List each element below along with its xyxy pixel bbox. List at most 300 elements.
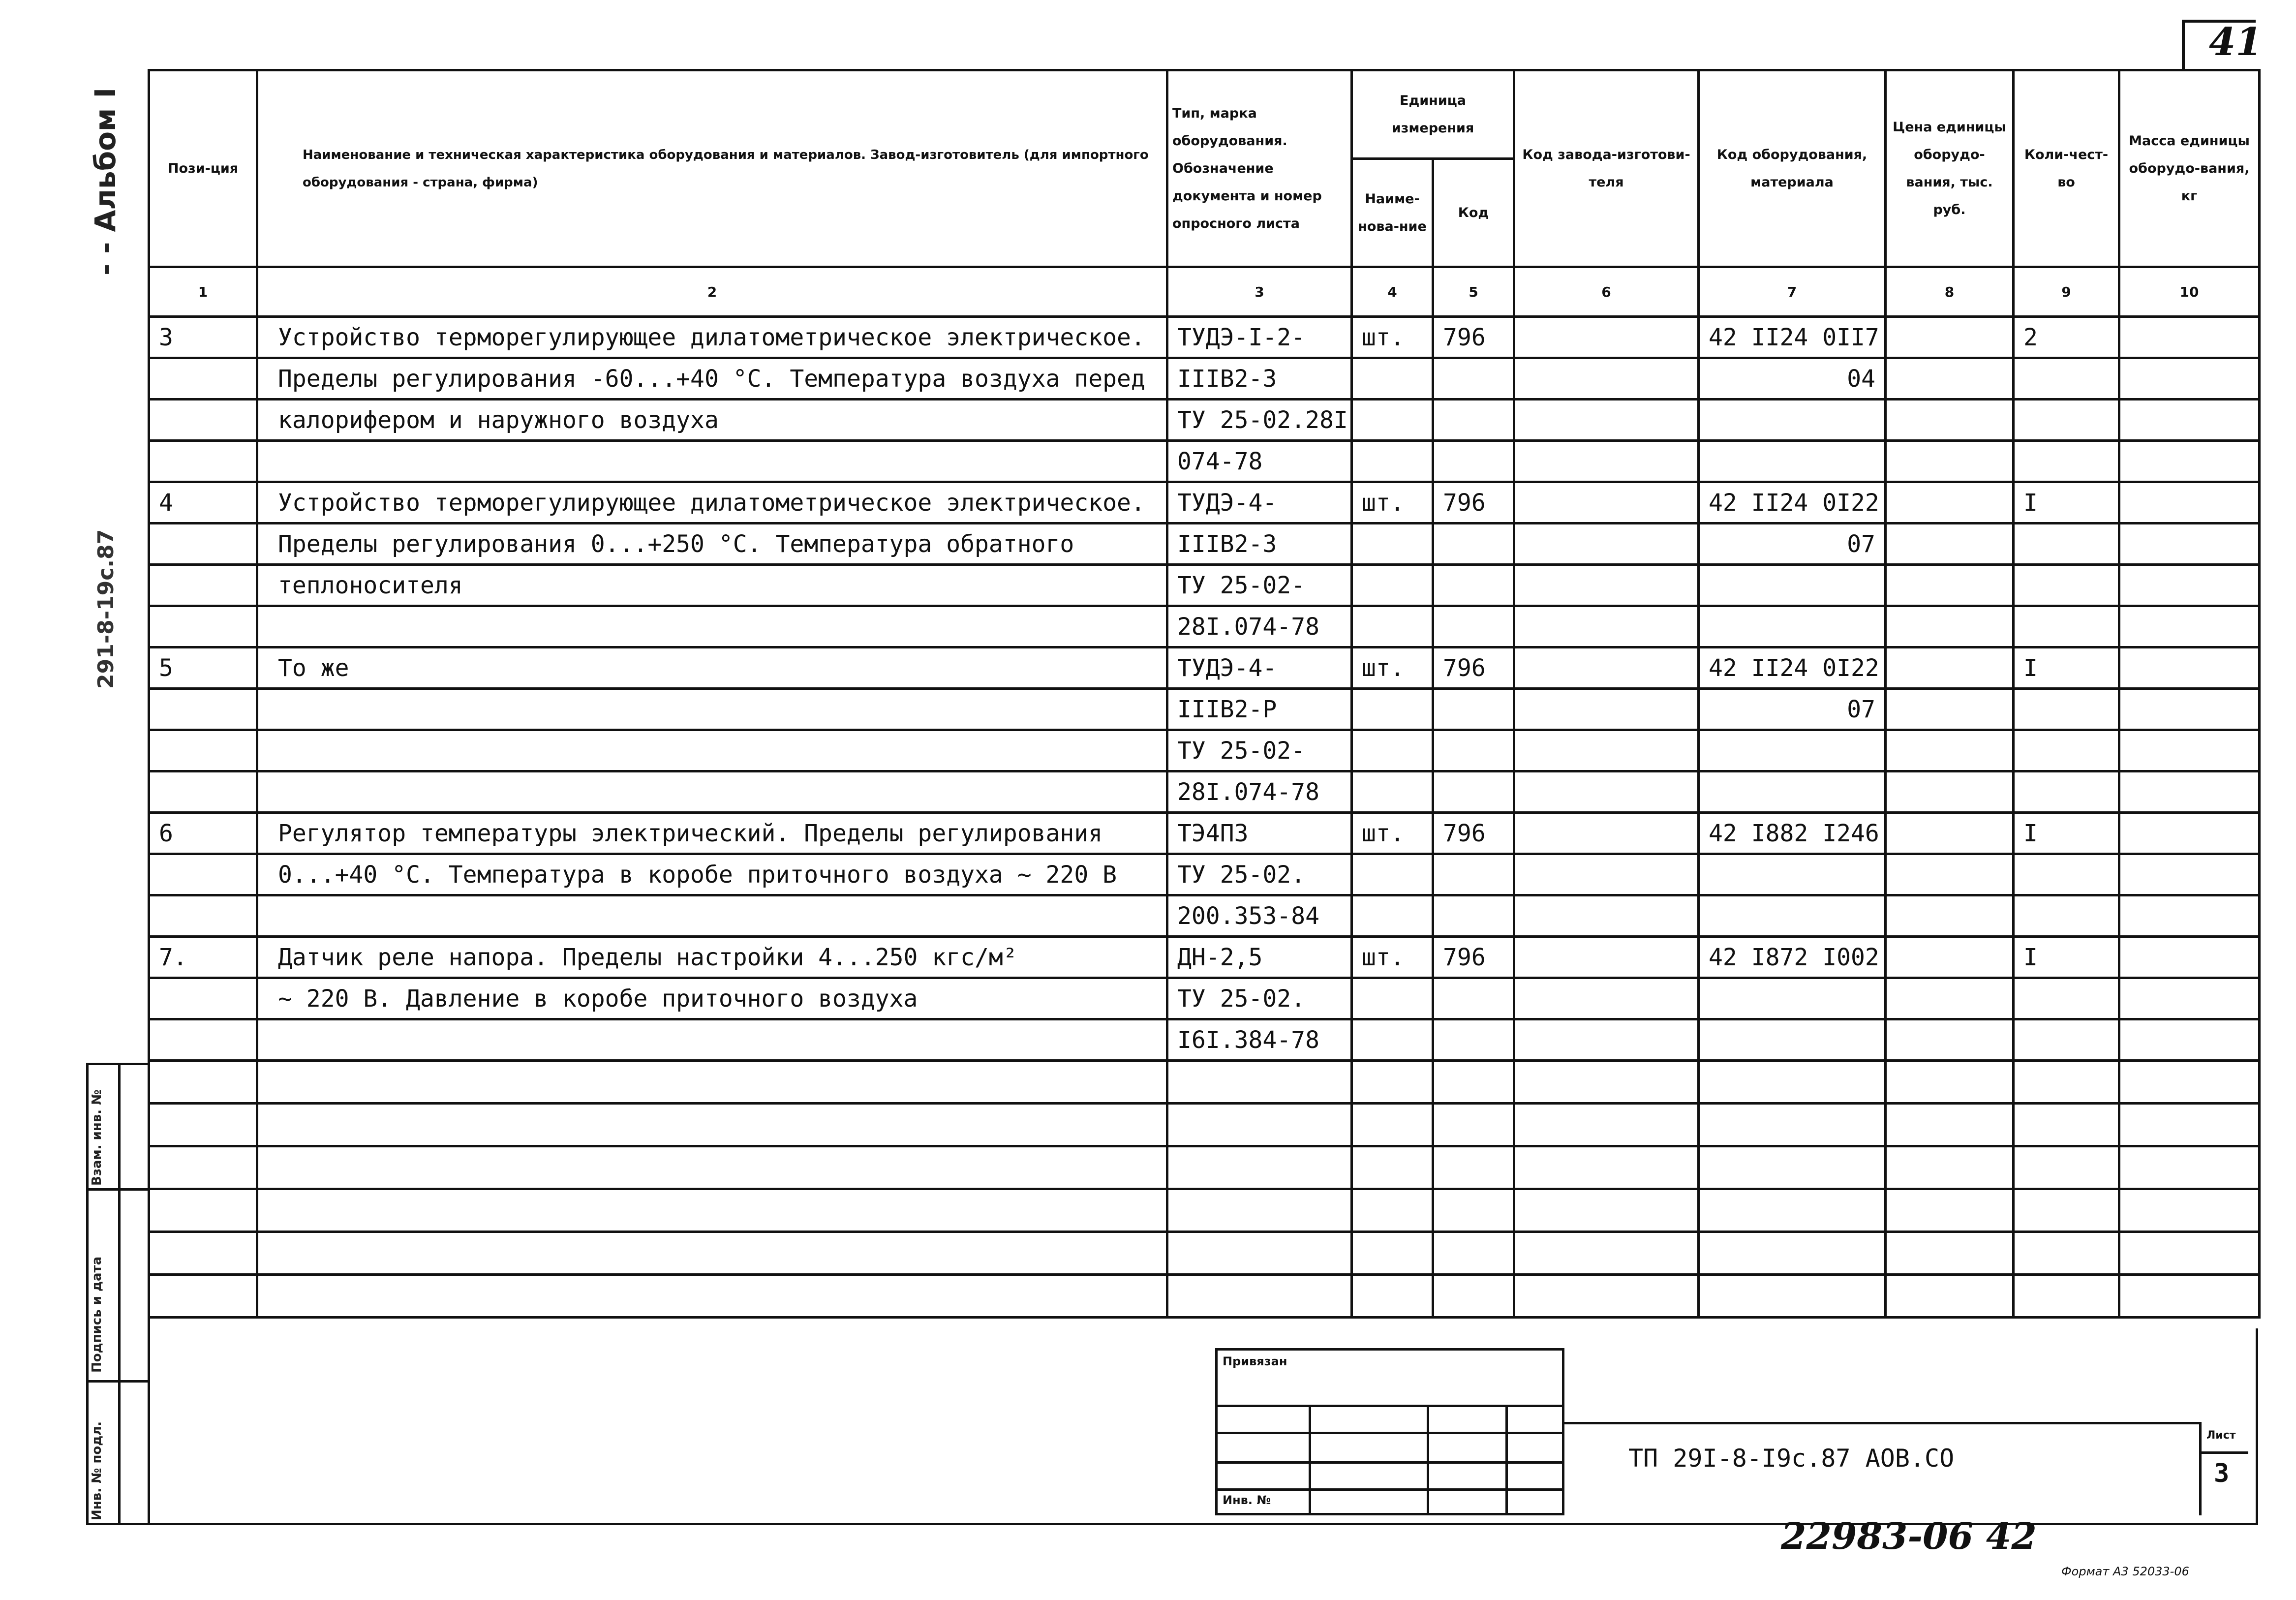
cell-qty <box>2014 606 2119 647</box>
cell-unit-code <box>1433 978 1514 1019</box>
cell-price <box>1886 730 2014 771</box>
header-unit-group: Единица измерения <box>1352 70 1514 159</box>
empty-cell <box>1167 1061 1352 1104</box>
empty-cell <box>2119 1104 2260 1146</box>
cell-name <box>257 895 1167 937</box>
cell-unit-code <box>1433 730 1514 771</box>
cell-price <box>1886 854 2014 895</box>
project-code-label: 291-8-19с.87 <box>93 529 119 689</box>
cell-type: ТУДЭ-I-2- <box>1167 317 1352 358</box>
cell-type: 200.353-84 <box>1167 895 1352 937</box>
cell-name: Пределы регулирования -60...+40 °С. Температура воздуха перед <box>257 358 1167 400</box>
cell-plant-code <box>1514 523 1699 565</box>
table-row <box>149 441 2260 482</box>
cell-equip-code: 04 <box>1699 358 1886 400</box>
cell-unit <box>1352 523 1433 565</box>
cell-equip-code <box>1699 400 1886 441</box>
cell-plant-code <box>1514 854 1699 895</box>
cell-unit-code <box>1433 854 1514 895</box>
empty-cell <box>1886 1232 2014 1275</box>
cell-equip-code: 07 <box>1699 523 1886 565</box>
empty-row <box>149 1061 2260 1104</box>
col-number: 5 <box>1433 267 1514 317</box>
table-row <box>149 400 2260 441</box>
table-row <box>149 358 2260 400</box>
header-unit-name: Наиме-нова-ние <box>1352 159 1433 267</box>
cell-unit-code: 796 <box>1433 647 1514 689</box>
cell-unit-code <box>1433 771 1514 813</box>
cell-unit: шт. <box>1352 482 1433 523</box>
cell-type: ТУ 25-02- <box>1167 730 1352 771</box>
empty-cell <box>1699 1232 1886 1275</box>
cell-unit <box>1352 441 1433 482</box>
cell-equip-code <box>1699 895 1886 937</box>
empty-row <box>149 1232 2260 1275</box>
cell-qty <box>2014 895 2119 937</box>
cell-price <box>1886 441 2014 482</box>
cell-unit-code <box>1433 895 1514 937</box>
cell-type: IIIВ2-3 <box>1167 358 1352 400</box>
cell-price <box>1886 606 2014 647</box>
cell-position <box>149 978 257 1019</box>
cell-position <box>149 689 257 730</box>
table-row <box>149 895 2260 937</box>
cell-type: ДН-2,5 <box>1167 937 1352 978</box>
empty-cell <box>1167 1146 1352 1189</box>
format-label: Формат А3 52033-06 <box>2061 1565 2189 1578</box>
empty-cell <box>2014 1061 2119 1104</box>
cell-unit-code <box>1433 358 1514 400</box>
cell-type: ТУ 25-02.28I <box>1167 400 1352 441</box>
cell-qty <box>2014 689 2119 730</box>
header-type: Тип, марка оборудования. Обозначение документа и номер опросного листа <box>1167 70 1352 267</box>
col-number: 1 <box>149 267 257 317</box>
cell-mass <box>2119 606 2260 647</box>
cell-unit-code <box>1433 523 1514 565</box>
empty-row <box>149 1275 2260 1318</box>
cell-mass <box>2119 771 2260 813</box>
table-row <box>149 937 2260 978</box>
cell-position: 3 <box>149 317 257 358</box>
cell-plant-code <box>1514 317 1699 358</box>
cell-price <box>1886 482 2014 523</box>
cell-mass <box>2119 400 2260 441</box>
cell-type: ТУ 25-02- <box>1167 565 1352 606</box>
cell-position <box>149 854 257 895</box>
cell-price <box>1886 400 2014 441</box>
empty-cell <box>1352 1189 1433 1232</box>
cell-mass <box>2119 358 2260 400</box>
cell-type: 074-78 <box>1167 441 1352 482</box>
col-number: 10 <box>2119 267 2260 317</box>
cell-qty <box>2014 441 2119 482</box>
cell-equip-code <box>1699 1019 1886 1061</box>
empty-cell <box>1886 1104 2014 1146</box>
empty-cell <box>1167 1189 1352 1232</box>
cell-mass <box>2119 647 2260 689</box>
album-label: - - Альбом I <box>89 87 122 276</box>
cell-price <box>1886 813 2014 854</box>
empty-cell <box>1167 1275 1352 1318</box>
empty-cell <box>2014 1189 2119 1232</box>
cell-price <box>1886 771 2014 813</box>
cell-qty <box>2014 400 2119 441</box>
cell-unit <box>1352 400 1433 441</box>
empty-cell <box>1514 1275 1699 1318</box>
cell-price <box>1886 1019 2014 1061</box>
cell-name <box>257 441 1167 482</box>
empty-cell <box>1352 1061 1433 1104</box>
cell-name <box>257 606 1167 647</box>
cell-mass <box>2119 895 2260 937</box>
empty-cell <box>1886 1275 2014 1318</box>
cell-name: Пределы регулирования 0...+250 °С. Температура обратного <box>257 523 1167 565</box>
table-row <box>149 1019 2260 1061</box>
empty-cell <box>257 1189 1167 1232</box>
cell-type: 28I.074-78 <box>1167 771 1352 813</box>
cell-name: Регулятор температуры электрический. Пределы регулирования <box>257 813 1167 854</box>
cell-type: ТУ 25-02. <box>1167 854 1352 895</box>
cell-plant-code <box>1514 1019 1699 1061</box>
empty-cell <box>1352 1104 1433 1146</box>
empty-cell <box>1886 1189 2014 1232</box>
cell-type: IIIВ2-3 <box>1167 523 1352 565</box>
col-number: 9 <box>2014 267 2119 317</box>
empty-cell <box>149 1275 257 1318</box>
cell-qty: 2 <box>2014 317 2119 358</box>
empty-cell <box>2119 1275 2260 1318</box>
cell-unit <box>1352 854 1433 895</box>
cell-position <box>149 771 257 813</box>
empty-cell <box>2014 1275 2119 1318</box>
binding-stamp <box>1215 1348 1564 1515</box>
table-row <box>149 317 2260 358</box>
cell-qty <box>2014 565 2119 606</box>
cell-plant-code <box>1514 937 1699 978</box>
bound-label: Привязан <box>1223 1354 1287 1368</box>
table-row <box>149 813 2260 854</box>
cell-unit: шт. <box>1352 813 1433 854</box>
cell-mass <box>2119 441 2260 482</box>
empty-cell <box>149 1189 257 1232</box>
empty-cell <box>1514 1146 1699 1189</box>
empty-cell <box>1514 1104 1699 1146</box>
empty-cell <box>1433 1189 1514 1232</box>
cell-mass <box>2119 482 2260 523</box>
cell-position <box>149 441 257 482</box>
header-unit-code: Код <box>1433 159 1514 267</box>
cell-name: 0...+40 °С. Температура в коробе приточного воздуха ~ 220 В <box>257 854 1167 895</box>
cell-unit-code: 796 <box>1433 813 1514 854</box>
document-code: ТП 29I-8-I9с.87 АОВ.СО <box>1628 1444 1955 1473</box>
cell-name <box>257 689 1167 730</box>
cell-qty <box>2014 1019 2119 1061</box>
empty-cell <box>1886 1061 2014 1104</box>
cell-plant-code <box>1514 647 1699 689</box>
cell-mass <box>2119 813 2260 854</box>
cell-mass <box>2119 689 2260 730</box>
empty-cell <box>1167 1104 1352 1146</box>
cell-unit <box>1352 358 1433 400</box>
empty-cell <box>1433 1232 1514 1275</box>
cell-equip-code <box>1699 771 1886 813</box>
header-price: Цена единицы оборудо-вания, тыс. руб. <box>1886 70 2014 267</box>
cell-qty: I <box>2014 937 2119 978</box>
cell-plant-code <box>1514 565 1699 606</box>
cell-unit-code <box>1433 441 1514 482</box>
col-number: 7 <box>1699 267 1886 317</box>
empty-cell <box>1699 1275 1886 1318</box>
cell-price <box>1886 647 2014 689</box>
cell-name: калорифером и наружного воздуха <box>257 400 1167 441</box>
sign-date-label: Подпись и дата <box>90 1256 104 1373</box>
table-row <box>149 523 2260 565</box>
cell-qty <box>2014 730 2119 771</box>
cell-name: Устройство терморегулирующее дилатометрическое электрическое. <box>257 317 1167 358</box>
inv-orig-label: Инв. № подл. <box>90 1421 104 1520</box>
empty-cell <box>2014 1104 2119 1146</box>
cell-unit <box>1352 1019 1433 1061</box>
cell-unit-code <box>1433 400 1514 441</box>
cell-unit <box>1352 565 1433 606</box>
cell-equip-code: 42 II24 0II7 <box>1699 317 1886 358</box>
empty-cell <box>257 1232 1167 1275</box>
cell-unit-code: 796 <box>1433 317 1514 358</box>
cell-position <box>149 1019 257 1061</box>
cell-position: 5 <box>149 647 257 689</box>
cell-type: ТЭ4П3 <box>1167 813 1352 854</box>
header-equip-code: Код оборудования, материала <box>1699 70 1886 267</box>
empty-cell <box>1352 1275 1433 1318</box>
cell-mass <box>2119 978 2260 1019</box>
cell-position <box>149 895 257 937</box>
cell-plant-code <box>1514 730 1699 771</box>
empty-cell <box>257 1104 1167 1146</box>
cell-unit-code <box>1433 689 1514 730</box>
cell-plant-code <box>1514 978 1699 1019</box>
cell-plant-code <box>1514 771 1699 813</box>
cell-unit-code <box>1433 565 1514 606</box>
cell-equip-code: 42 II24 0I22 <box>1699 647 1886 689</box>
cell-qty <box>2014 854 2119 895</box>
cell-type: ТУДЭ-4- <box>1167 647 1352 689</box>
empty-cell <box>1514 1232 1699 1275</box>
table-row <box>149 978 2260 1019</box>
cell-qty: I <box>2014 647 2119 689</box>
cell-name: Датчик реле напора. Пределы настройки 4...250 кгс/м² <box>257 937 1167 978</box>
cell-mass <box>2119 317 2260 358</box>
cell-name <box>257 1019 1167 1061</box>
empty-cell <box>149 1146 257 1189</box>
cell-position <box>149 400 257 441</box>
cell-unit-code <box>1433 606 1514 647</box>
empty-cell <box>1699 1061 1886 1104</box>
cell-price <box>1886 689 2014 730</box>
page-number-handwritten: 41 <box>2209 20 2263 64</box>
cell-mass <box>2119 937 2260 978</box>
table-row <box>149 606 2260 647</box>
cell-unit-code <box>1433 1019 1514 1061</box>
archive-number: 22983-06 42 <box>1781 1515 2037 1558</box>
cell-type: I6I.384-78 <box>1167 1019 1352 1061</box>
cell-plant-code <box>1514 606 1699 647</box>
cell-unit: шт. <box>1352 647 1433 689</box>
empty-row <box>149 1104 2260 1146</box>
empty-cell <box>1352 1146 1433 1189</box>
inv-no-label: Инв. № <box>1223 1493 1271 1507</box>
table-row <box>149 689 2260 730</box>
cell-mass <box>2119 730 2260 771</box>
col-number: 4 <box>1352 267 1433 317</box>
empty-cell <box>149 1104 257 1146</box>
cell-plant-code <box>1514 400 1699 441</box>
cell-equip-code <box>1699 730 1886 771</box>
header-position: Пози-ция <box>149 70 257 267</box>
cell-type: 28I.074-78 <box>1167 606 1352 647</box>
cell-mass <box>2119 1019 2260 1061</box>
empty-row <box>149 1189 2260 1232</box>
sheet-number: 3 <box>2214 1459 2230 1488</box>
cell-position <box>149 606 257 647</box>
empty-cell <box>2014 1146 2119 1189</box>
cell-qty: I <box>2014 813 2119 854</box>
cell-price <box>1886 523 2014 565</box>
cell-unit: шт. <box>1352 317 1433 358</box>
cell-unit <box>1352 771 1433 813</box>
cell-unit <box>1352 689 1433 730</box>
table-row <box>149 771 2260 813</box>
cell-plant-code <box>1514 895 1699 937</box>
cell-price <box>1886 895 2014 937</box>
cell-type: IIIВ2-Р <box>1167 689 1352 730</box>
cell-unit-code: 796 <box>1433 482 1514 523</box>
empty-row <box>149 1146 2260 1189</box>
empty-cell <box>1886 1146 2014 1189</box>
table-row <box>149 647 2260 689</box>
cell-plant-code <box>1514 689 1699 730</box>
cell-equip-code <box>1699 565 1886 606</box>
cell-equip-code: 42 I872 I002 <box>1699 937 1886 978</box>
cell-price <box>1886 317 2014 358</box>
cell-qty <box>2014 771 2119 813</box>
cell-qty <box>2014 978 2119 1019</box>
empty-cell <box>257 1146 1167 1189</box>
col-number: 6 <box>1514 267 1699 317</box>
cell-equip-code: 07 <box>1699 689 1886 730</box>
col-number: 8 <box>1886 267 2014 317</box>
cell-unit-code: 796 <box>1433 937 1514 978</box>
empty-cell <box>1514 1189 1699 1232</box>
cell-unit <box>1352 730 1433 771</box>
cell-equip-code: 42 II24 0I22 <box>1699 482 1886 523</box>
table-row <box>149 730 2260 771</box>
empty-cell <box>1514 1061 1699 1104</box>
cell-plant-code <box>1514 358 1699 400</box>
empty-cell <box>2119 1232 2260 1275</box>
empty-cell <box>1433 1104 1514 1146</box>
cell-position <box>149 358 257 400</box>
header-qty: Коли-чест-во <box>2014 70 2119 267</box>
empty-cell <box>257 1275 1167 1318</box>
empty-cell <box>2119 1189 2260 1232</box>
cell-plant-code <box>1514 813 1699 854</box>
col-number: 2 <box>257 267 1167 317</box>
col-number: 3 <box>1167 267 1352 317</box>
empty-cell <box>1433 1146 1514 1189</box>
header-mass: Масса единицы оборудо-вания, кг <box>2119 70 2260 267</box>
cell-plant-code <box>1514 482 1699 523</box>
empty-cell <box>1352 1232 1433 1275</box>
cell-equip-code <box>1699 978 1886 1019</box>
empty-cell <box>2119 1061 2260 1104</box>
empty-cell <box>2119 1146 2260 1189</box>
cell-name <box>257 730 1167 771</box>
cell-position <box>149 730 257 771</box>
empty-cell <box>149 1061 257 1104</box>
cell-position: 4 <box>149 482 257 523</box>
cell-name <box>257 771 1167 813</box>
cell-equip-code <box>1699 606 1886 647</box>
cell-price <box>1886 358 2014 400</box>
cell-qty <box>2014 523 2119 565</box>
empty-cell <box>1699 1146 1886 1189</box>
cell-unit: шт. <box>1352 937 1433 978</box>
empty-cell <box>149 1232 257 1275</box>
inv-replace-label: Взам. инв. № <box>90 1089 104 1186</box>
cell-unit <box>1352 978 1433 1019</box>
empty-cell <box>1699 1189 1886 1232</box>
sheet-label: Лист <box>2206 1429 2236 1442</box>
cell-price <box>1886 937 2014 978</box>
cell-price <box>1886 978 2014 1019</box>
cell-name: теплоносителя <box>257 565 1167 606</box>
cell-position <box>149 565 257 606</box>
cell-position: 7. <box>149 937 257 978</box>
cell-equip-code <box>1699 854 1886 895</box>
header-name: Наименование и техническая характеристика оборудования и материалов. Завод-изготовитель (для импортного оборудования - страна, фирма) <box>257 70 1167 267</box>
table-row <box>149 565 2260 606</box>
cell-position <box>149 523 257 565</box>
empty-cell <box>1699 1104 1886 1146</box>
cell-name: То же <box>257 647 1167 689</box>
specification-table <box>148 69 2261 1319</box>
cell-unit <box>1352 606 1433 647</box>
cell-price <box>1886 565 2014 606</box>
column-numbers-row <box>149 267 2260 317</box>
cell-plant-code <box>1514 441 1699 482</box>
cell-mass <box>2119 523 2260 565</box>
header-plant-code: Код завода-изготови-теля <box>1514 70 1699 267</box>
cell-qty: I <box>2014 482 2119 523</box>
cell-type: ТУДЭ-4- <box>1167 482 1352 523</box>
table-row <box>149 854 2260 895</box>
cell-type: ТУ 25-02. <box>1167 978 1352 1019</box>
empty-cell <box>1167 1232 1352 1275</box>
cell-name: Устройство терморегулирующее дилатометрическое электрическое. <box>257 482 1167 523</box>
cell-equip-code: 42 I882 I246 <box>1699 813 1886 854</box>
empty-cell <box>1433 1275 1514 1318</box>
cell-equip-code <box>1699 441 1886 482</box>
empty-cell <box>1433 1061 1514 1104</box>
cell-name: ~ 220 В. Давление в коробе приточного воздуха <box>257 978 1167 1019</box>
cell-position: 6 <box>149 813 257 854</box>
empty-cell <box>2014 1232 2119 1275</box>
cell-qty <box>2014 358 2119 400</box>
table-row <box>149 482 2260 523</box>
cell-mass <box>2119 565 2260 606</box>
cell-mass <box>2119 854 2260 895</box>
empty-cell <box>257 1061 1167 1104</box>
